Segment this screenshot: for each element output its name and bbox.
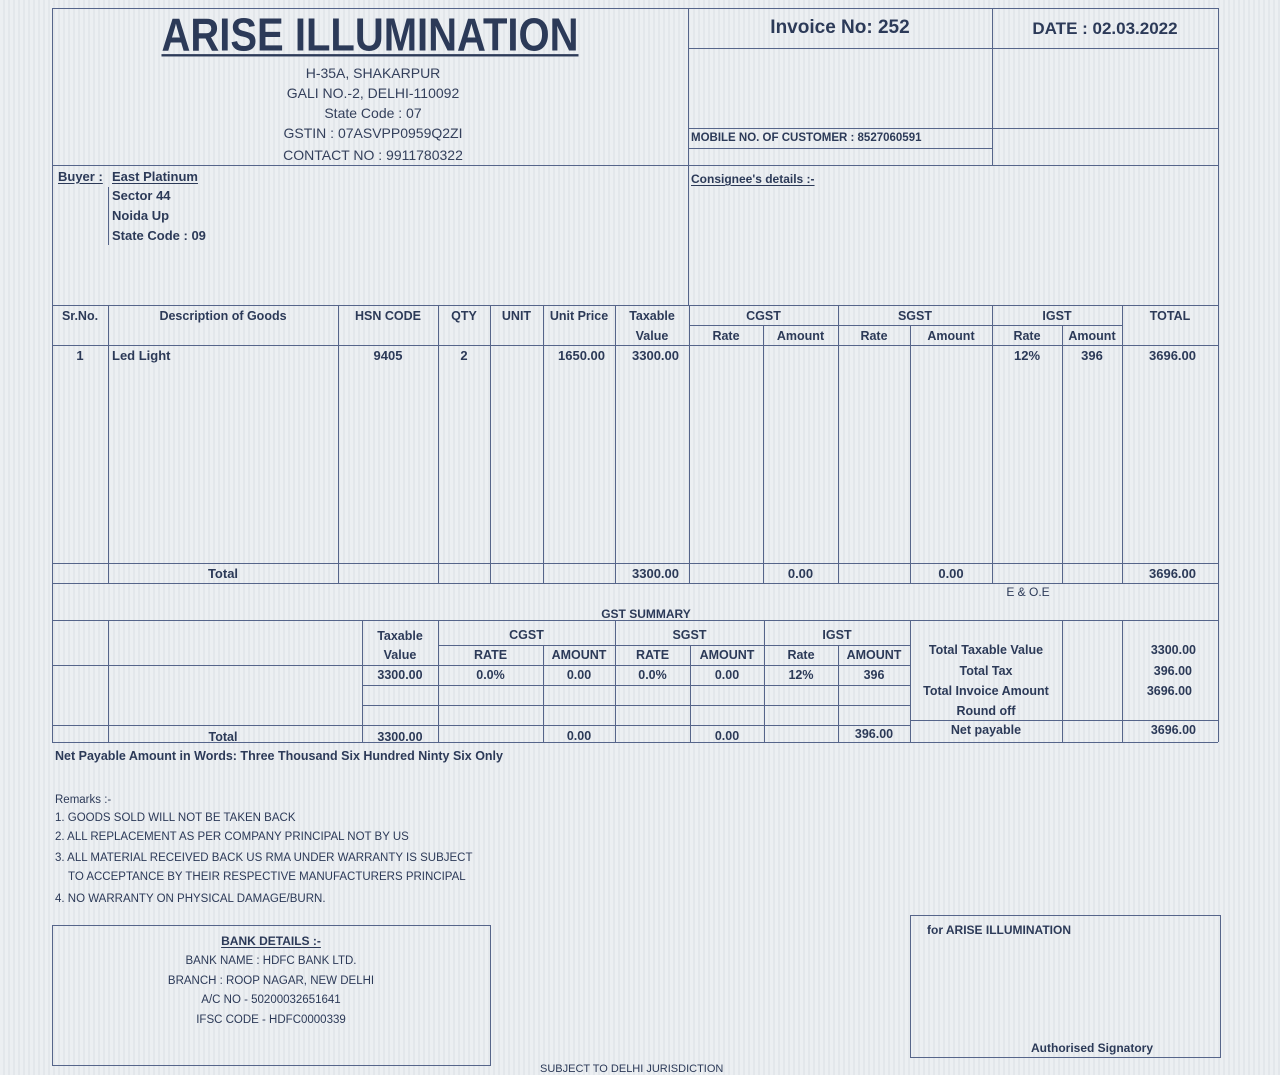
- rule-line-vertical: [688, 8, 689, 305]
- round-off-label: Round off: [956, 704, 1016, 718]
- rule-line-vertical: [1218, 8, 1219, 742]
- rule-line-horizontal: [52, 1065, 491, 1066]
- rule-line-horizontal: [688, 128, 1218, 129]
- total-taxable-label: Total Taxable Value: [928, 643, 1044, 657]
- rule-line-vertical: [108, 305, 109, 583]
- rule-line-vertical: [992, 8, 993, 165]
- net-payable-label: Net payable: [950, 723, 1022, 737]
- rule-line-vertical: [108, 187, 109, 245]
- summary-col-cgst: CGST: [509, 628, 544, 642]
- summary-col-igst-rate: Rate: [787, 648, 815, 662]
- remark-item: 3. ALL MATERIAL RECEIVED BACK US RMA UNDER WARRANTY IS SUBJECT: [55, 852, 473, 864]
- rule-line-vertical: [910, 325, 911, 583]
- rule-line-horizontal: [910, 1057, 1221, 1058]
- summary-col-taxable-line2: Value: [383, 648, 417, 662]
- col-unit: UNIT: [501, 309, 532, 323]
- company-address-line2: GALI NO.-2, DELHI-110092: [286, 85, 460, 101]
- summary-sgst-rate: 0.0%: [638, 668, 667, 682]
- bank-details-title: BANK DETAILS :-: [221, 934, 321, 948]
- authorised-signatory: Authorised Signatory: [1031, 1041, 1154, 1055]
- summary-col-sgst: SGST: [672, 628, 707, 642]
- item-hsn: 9405: [373, 348, 403, 363]
- rule-line-horizontal: [688, 48, 1218, 49]
- rule-line-horizontal: [688, 148, 992, 149]
- summary-sgst-amount: 0.00: [714, 668, 740, 682]
- rule-line-vertical: [992, 305, 993, 583]
- col-igst: IGST: [1042, 309, 1072, 323]
- col-qty: QTY: [451, 309, 477, 323]
- col-unit-price: Unit Price: [549, 309, 609, 323]
- rule-line-horizontal: [52, 305, 1218, 306]
- summary-col-sgst-amount: AMOUNT: [699, 648, 755, 662]
- rule-line-vertical: [910, 915, 911, 1057]
- rule-line-vertical: [838, 305, 839, 583]
- remark-item: 4. NO WARRANTY ON PHYSICAL DAMAGE/BURN.: [55, 893, 326, 905]
- items-total-sgst: 0.00: [938, 566, 964, 581]
- summary-cgst-rate: 0.0%: [476, 668, 505, 682]
- summary-igst-rate: 12%: [788, 668, 814, 682]
- rule-line-horizontal: [52, 725, 910, 726]
- rule-line-vertical: [338, 305, 339, 583]
- items-grand-total: 3696.00: [1149, 566, 1196, 581]
- company-name: ARISE ILLUMINATION: [161, 9, 579, 62]
- summary-col-sgst-rate: RATE: [635, 648, 670, 662]
- item-total: 3696.00: [1149, 348, 1196, 363]
- items-total-label: Total: [207, 566, 239, 581]
- rule-line-vertical: [108, 620, 109, 742]
- rule-line-horizontal: [438, 645, 910, 646]
- rule-line-horizontal: [52, 165, 1218, 166]
- item-taxable-value: 3300.00: [632, 348, 679, 363]
- rule-line-vertical: [1122, 305, 1123, 583]
- col-sgst-amount: Amount: [927, 329, 975, 343]
- item-igst-amount: 396: [1081, 348, 1103, 363]
- bank-account-number: A/C NO - 50200032651641: [201, 994, 341, 1006]
- company-state-code: State Code : 07: [324, 105, 422, 121]
- company-address-line1: H-35A, SHAKARPUR: [305, 65, 441, 81]
- item-sr-no: 1: [76, 348, 84, 363]
- bank-branch: BRANCH : ROOP NAGAR, NEW DELHI: [167, 975, 375, 987]
- remarks-title: Remarks :-: [55, 794, 112, 806]
- invoice-date: DATE : 02.03.2022: [1032, 19, 1178, 38]
- net-payable-value: 3696.00: [1150, 723, 1196, 737]
- summary-col-igst-amount: AMOUNT: [846, 648, 902, 662]
- item-unit-price: 1650.00: [558, 348, 605, 363]
- buyer-address-line2: Noida Up: [112, 208, 170, 223]
- bank-name: BANK NAME : HDFC BANK LTD.: [185, 955, 357, 967]
- summary-total-igst: 396.00: [854, 727, 894, 741]
- col-total: TOTAL: [1149, 309, 1191, 323]
- col-igst-rate: Rate: [1013, 329, 1041, 343]
- col-taxable-line2: Value: [635, 329, 669, 343]
- summary-cgst-amount: 0.00: [566, 668, 592, 682]
- summary-taxable-value: 3300.00: [377, 668, 423, 682]
- rule-line-vertical: [763, 325, 764, 583]
- summary-col-cgst-amount: AMOUNT: [551, 648, 607, 662]
- company-contact: CONTACT NO : 9911780322: [283, 147, 463, 163]
- total-tax-value: 396.00: [1153, 664, 1192, 678]
- summary-total-cgst: 0.00: [566, 729, 592, 743]
- item-igst-rate: 12%: [1013, 348, 1041, 363]
- amount-in-words: Net Payable Amount in Words: Three Thousand Six Hundred Ninty Six Only: [55, 749, 503, 763]
- summary-total-taxable: 3300.00: [377, 730, 423, 744]
- summary-total-label: Total: [208, 730, 238, 744]
- summary-total-sgst: 0.00: [714, 729, 740, 743]
- customer-mobile: MOBILE NO. OF CUSTOMER : 8527060591: [691, 132, 922, 144]
- consignee-label: Consignee's details :-: [691, 172, 815, 186]
- rule-line-vertical: [1062, 620, 1063, 742]
- col-cgst-amount: Amount: [776, 329, 825, 343]
- rule-line-horizontal: [910, 915, 1221, 916]
- col-igst-amount: Amount: [1068, 329, 1116, 343]
- col-taxable-line1: Taxable: [629, 309, 675, 323]
- col-cgst: CGST: [746, 309, 781, 323]
- rule-line-horizontal: [52, 563, 1218, 564]
- summary-col-igst: IGST: [822, 628, 852, 642]
- summary-col-cgst-rate: RATE: [473, 648, 508, 662]
- invoice-number: Invoice No: 252: [770, 17, 910, 38]
- rule-line-vertical: [543, 305, 544, 583]
- col-description: Description of Goods: [159, 309, 287, 323]
- summary-col-taxable-line1: Taxable: [377, 629, 423, 643]
- buyer-state-code: State Code : 09: [112, 228, 206, 243]
- rule-line-vertical: [689, 305, 690, 583]
- summary-igst-amount: 396: [863, 668, 885, 682]
- item-description: Led Light: [112, 348, 171, 363]
- col-sr-no: Sr.No.: [61, 309, 99, 323]
- bank-ifsc: IFSC CODE - HDFC0000339: [196, 1014, 346, 1026]
- col-hsn: HSN CODE: [355, 309, 421, 323]
- jurisdiction-note: SUBJECT TO DELHI JURISDICTION: [540, 1063, 724, 1075]
- rule-line-vertical: [52, 925, 53, 1065]
- rule-line-horizontal: [689, 325, 1122, 326]
- total-invoice-value: 3696.00: [1146, 684, 1192, 698]
- rule-line-vertical: [52, 8, 53, 742]
- signature-for-company: for ARISE ILLUMINATION: [927, 923, 1071, 937]
- total-tax-label: Total Tax: [959, 664, 1013, 678]
- rule-line-horizontal: [52, 925, 490, 926]
- items-total-cgst: 0.00: [787, 566, 814, 581]
- gst-summary-title: GST SUMMARY: [601, 607, 691, 621]
- remark-item-continued: TO ACCEPTANCE BY THEIR RESPECTIVE MANUFACTURERS PRINCIPAL: [68, 871, 466, 883]
- rule-line-vertical: [438, 305, 439, 583]
- total-invoice-label: Total Invoice Amount: [923, 684, 1049, 698]
- rule-line-horizontal: [362, 705, 910, 706]
- buyer-address-line1: Sector 44: [112, 188, 171, 203]
- buyer-label: Buyer :: [58, 169, 103, 184]
- item-qty: 2: [460, 348, 468, 363]
- company-gstin: GSTIN : 07ASVPP0959Q2ZI: [283, 125, 463, 141]
- rule-line-horizontal: [362, 685, 910, 686]
- rule-line-vertical: [490, 925, 491, 1066]
- col-sgst-rate: Rate: [860, 329, 888, 343]
- rule-line-horizontal: [52, 345, 1218, 346]
- rule-line-horizontal: [910, 720, 1218, 721]
- remark-item: 1. GOODS SOLD WILL NOT BE TAKEN BACK: [55, 812, 296, 824]
- rule-line-vertical: [1220, 915, 1221, 1058]
- buyer-name: East Platinum: [112, 169, 198, 184]
- col-sgst: SGST: [897, 309, 933, 323]
- col-cgst-rate: Rate: [712, 329, 740, 343]
- rule-line-vertical: [490, 305, 491, 583]
- remark-item: 2. ALL REPLACEMENT AS PER COMPANY PRINCIPAL NOT BY US: [55, 831, 409, 843]
- rule-line-horizontal: [52, 665, 910, 666]
- errors-omissions-excepted: E & O.E: [1006, 585, 1050, 599]
- rule-line-vertical: [615, 305, 616, 583]
- items-total-taxable: 3300.00: [632, 566, 679, 581]
- total-taxable-value: 3300.00: [1150, 643, 1196, 657]
